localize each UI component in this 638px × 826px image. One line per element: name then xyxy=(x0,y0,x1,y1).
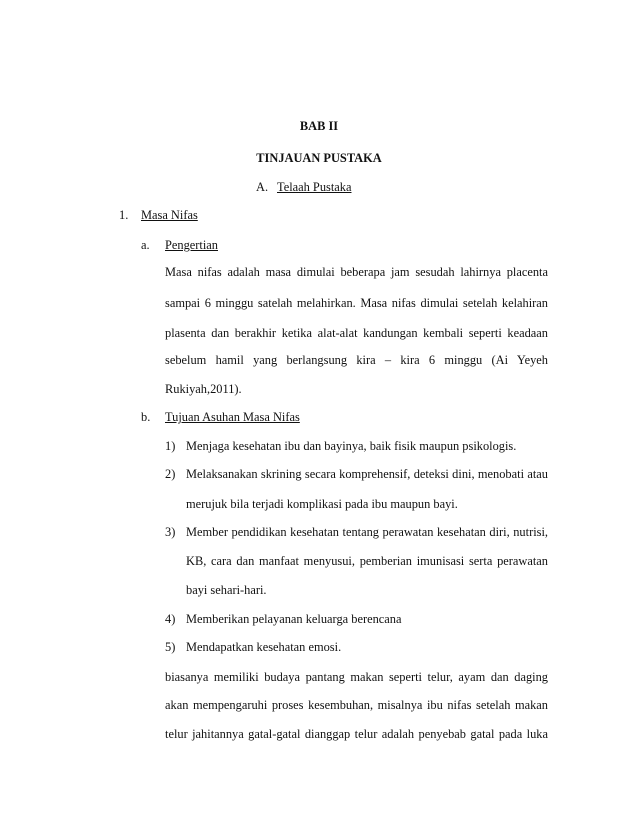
paragraph-line: akan mempengaruhi proses kesembuhan, misalnya ibu nifas setelah makan xyxy=(165,698,548,712)
list-item-number: 4) xyxy=(165,612,176,626)
list-item-number: 1) xyxy=(165,439,176,453)
topic-title: Masa Nifas xyxy=(141,208,198,222)
paragraph-line: Rukiyah,2011). xyxy=(165,382,242,396)
paragraph-line: biasanya memiliki budaya pantang makan seperti telur, ayam dan daging xyxy=(165,670,548,684)
list-item-text: Memberikan pelayanan keluarga berencana xyxy=(186,612,402,626)
topic-marker: 1. xyxy=(119,208,129,222)
list-item-text: Melaksanakan skrining secara komprehensif, deteksi dini, menobati atau xyxy=(186,467,548,481)
chapter-title: TINJAUAN PUSTAKA xyxy=(256,151,382,165)
list-item-number: 2) xyxy=(165,467,176,481)
paragraph-line: sebelum hamil yang berlangsung kira – kira 6 minggu (Ai Yeyeh xyxy=(165,353,548,367)
list-item-text: merujuk bila terjadi komplikasi pada ibu maupun bayi. xyxy=(186,497,458,511)
list-item-text: bayi sehari-hari. xyxy=(186,583,267,597)
section-marker: A. xyxy=(256,180,269,194)
list-item-text: Mendapatkan kesehatan emosi. xyxy=(186,640,342,654)
sub-a-marker: a. xyxy=(141,238,150,252)
list-item-text: Member pendidikan kesehatan tentang perawatan kesehatan diri, nutrisi, xyxy=(186,525,548,539)
paragraph-line: plasenta dan berakhir ketika alat-alat kandungan kembali seperti keadaan xyxy=(165,326,548,340)
list-item-text: KB, cara dan manfaat menyusui, pemberian imunisasi serta perawatan xyxy=(186,554,548,568)
chapter-number: BAB II xyxy=(299,119,339,133)
sub-b-title: Tujuan Asuhan Masa Nifas xyxy=(165,410,300,424)
section-title: Telaah Pustaka xyxy=(277,180,352,194)
list-item-number: 3) xyxy=(165,525,176,539)
list-item-text: Menjaga kesehatan ibu dan bayinya, baik fisik maupun psikologis. xyxy=(186,439,517,453)
paragraph-line: telur jahitannya gatal-gatal dianggap telur adalah penyebab gatal pada luka xyxy=(165,727,548,741)
list-item-number: 5) xyxy=(165,640,176,654)
sub-b-marker: b. xyxy=(141,410,151,424)
paragraph-line: sampai 6 minggu satelah melahirkan. Masa nifas dimulai setelah kelahiran xyxy=(165,296,548,310)
sub-a-title: Pengertian xyxy=(165,238,218,252)
paragraph-line: Masa nifas adalah masa dimulai beberapa jam sesudah lahirnya placenta xyxy=(165,265,548,279)
